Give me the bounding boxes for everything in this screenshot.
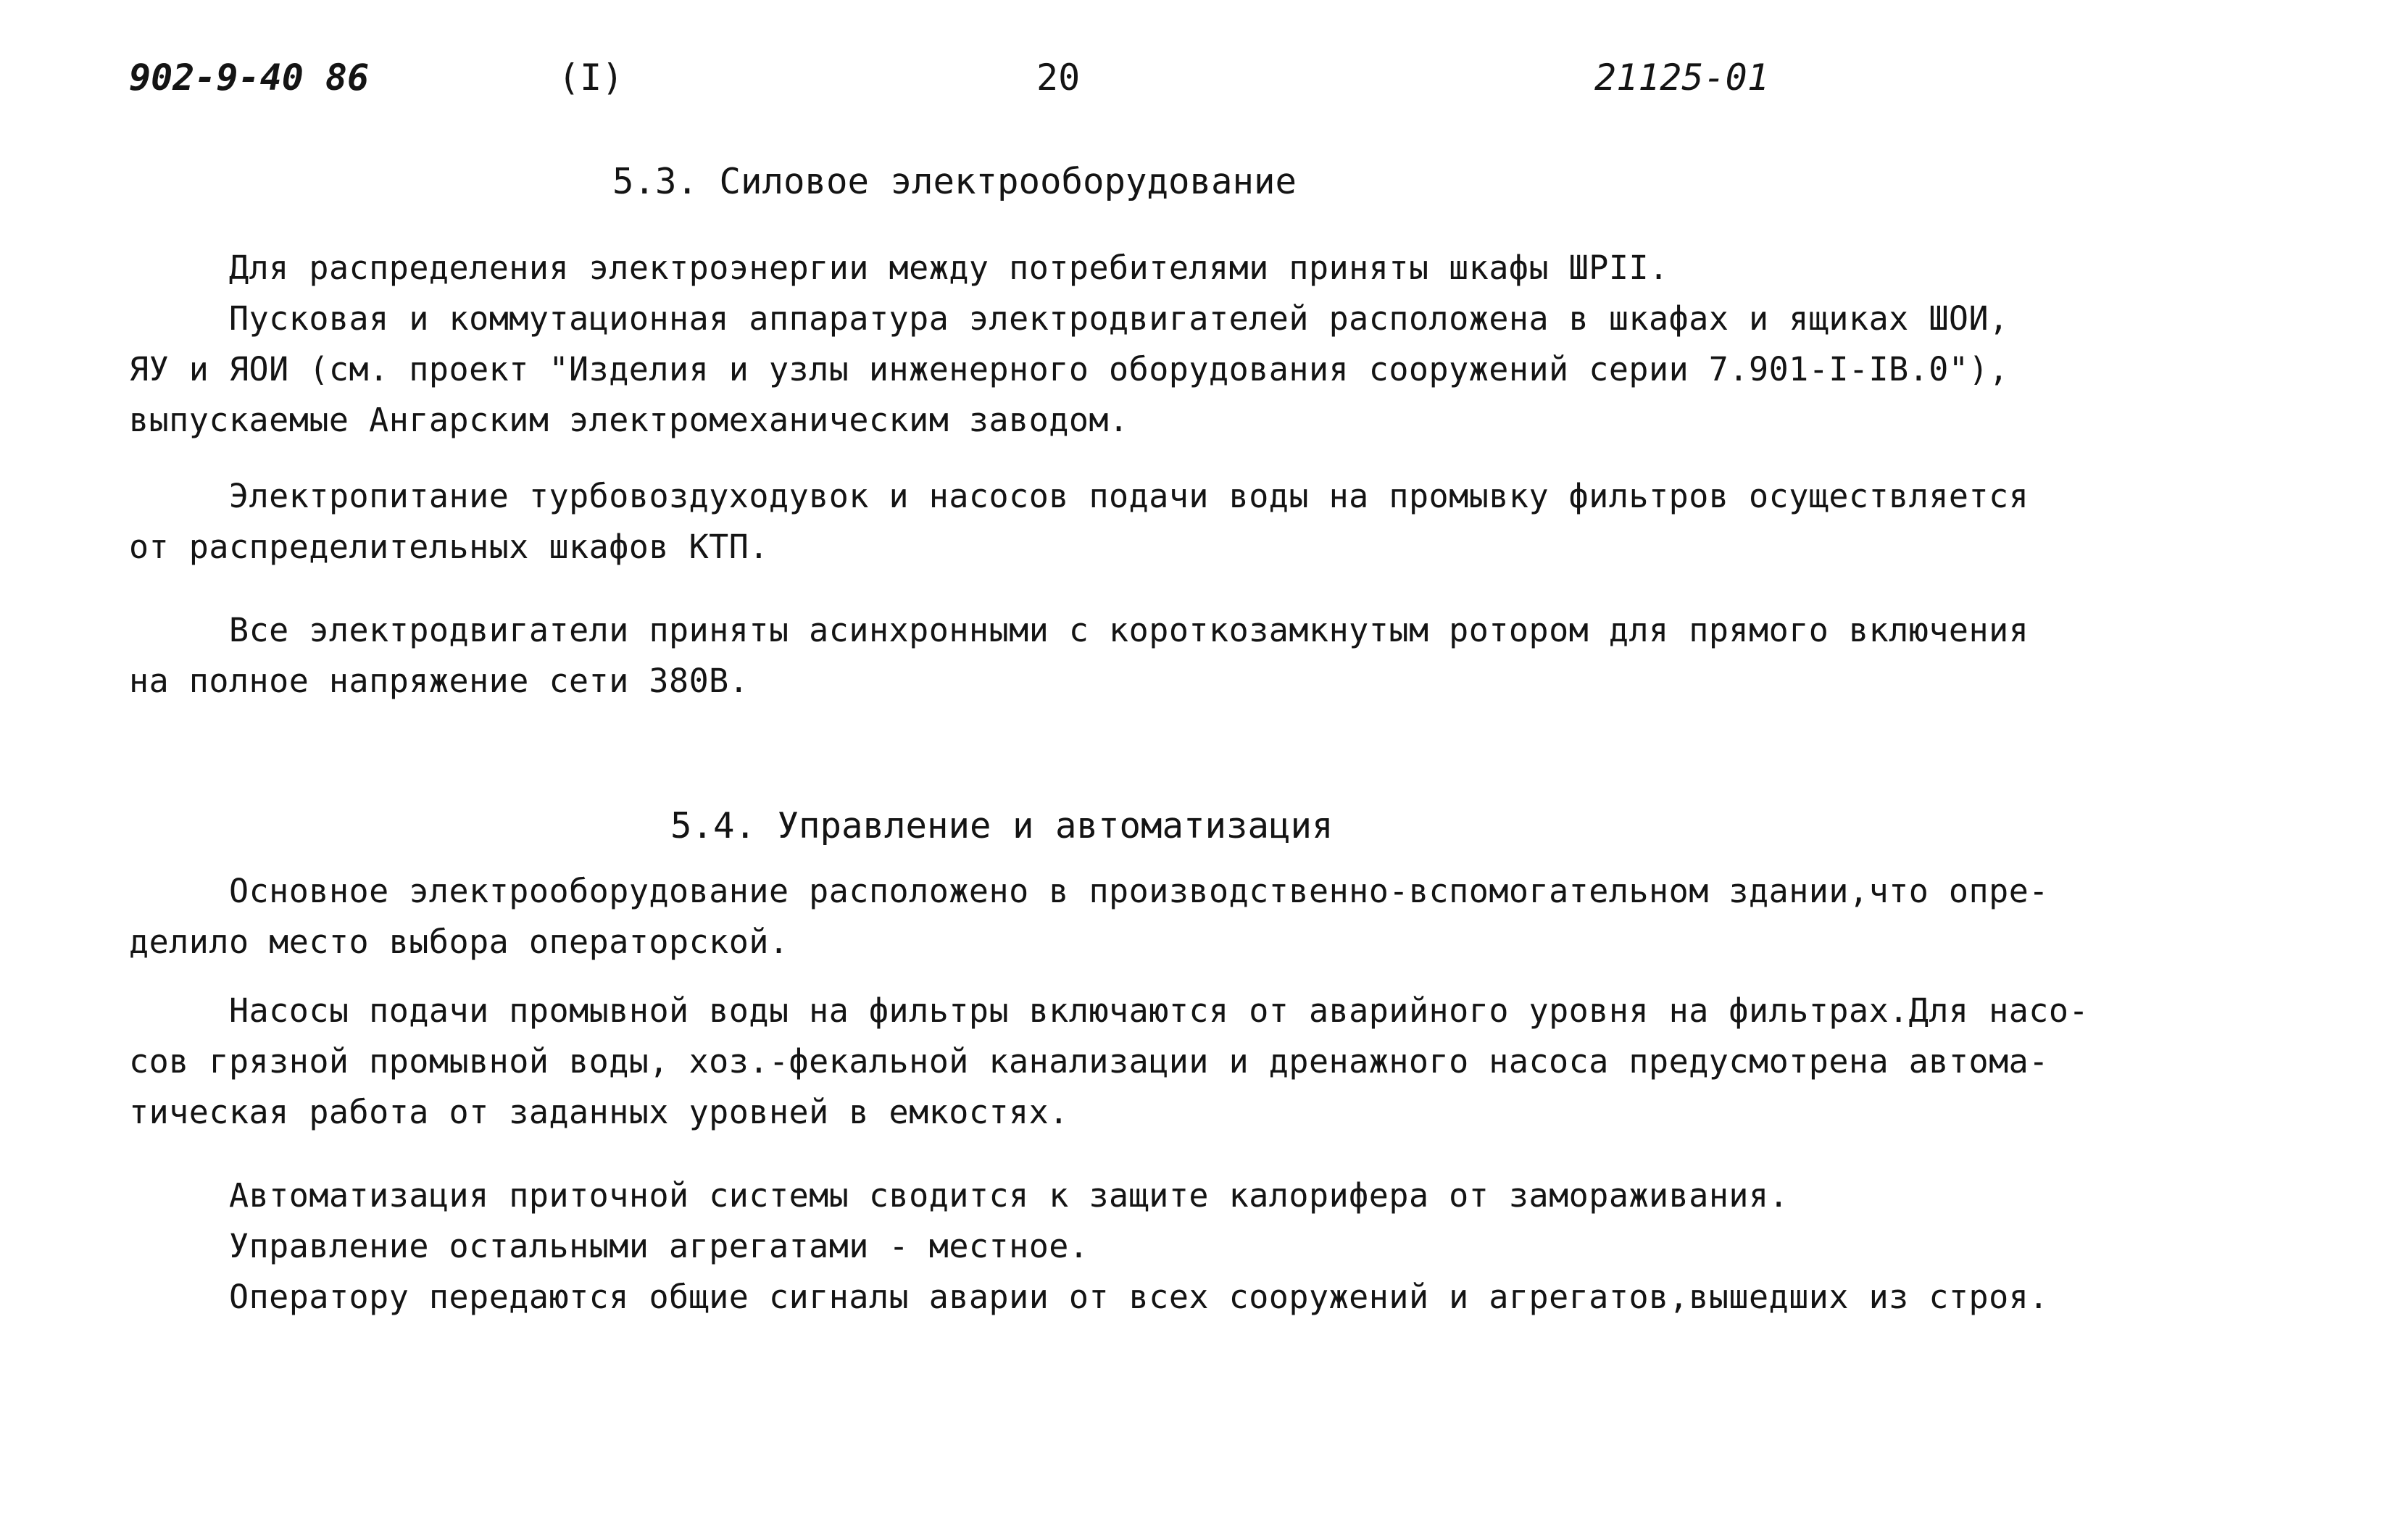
part-number: (I) [558,57,624,99]
text-line: Основное электрооборудование расположено в производственно-вспомогательном здании,что опре- [229,872,2049,910]
section-5-3-title: 5.3. Силовое электрооборудование [612,161,1297,202]
text-line: выпускаемые Ангарским электромеханическим заводом. [129,401,1129,439]
text-line: Оператору передаются общие сигналы аварии от всех сооружений и агрегатов,вышедших из строя. [229,1278,2049,1316]
text-line: Электропитание турбовоздуходувок и насосов подачи воды на промывку фильтров осуществляется [229,477,2029,515]
text-line: делило место выбора операторской. [129,923,789,961]
section-5-3-paragraph-1 [129,243,2144,446]
text-line: Все электродвигатели приняты асинхронными с короткозамкнутым ротором для прямого включения [229,611,2029,649]
text-line: Насосы подачи промывной воды на фильтры включаются от аварийного уровня на фильтрах.Для насо- [229,991,2089,1030]
text-line: ЯУ и ЯОИ (см. проект "Изделия и узлы инженерного оборудования сооружений серии 7.901-I-IB.0"), [129,350,2009,388]
section-5-4-paragraph-2 [129,986,2144,1138]
text-line: Автоматизация приточной системы сводится к защите калорифера от замораживания. [229,1176,1789,1215]
section-5-4-paragraph-1 [129,866,2144,967]
section-5-3-paragraph-2 [129,471,2144,573]
text-line: от распределительных шкафов КТП. [129,528,769,566]
text-line: Управление остальными агрегатами - местное. [229,1227,1089,1265]
text-line: тическая работа от заданных уровней в емкостях. [129,1093,1069,1131]
section-5-3-paragraph-3 [129,605,2144,707]
text-line: Пусковая и коммутационная аппаратура электродвигателей расположена в шкафах и ящиках ШОИ, [229,299,2009,338]
text-line: сов грязной промывной воды, хоз.-фекальной канализации и дренажного насоса предусмотрена автома- [129,1042,2049,1081]
document-number: 21125-01 [1594,57,1769,99]
section-5-4-title: 5.4. Управление и автоматизация [670,805,1334,846]
text-line: Для распределения электроэнергии между потребителями приняты шкафы ШРII. [229,249,1669,287]
section-5-4-paragraph-3 [129,1170,2144,1323]
text-line: на полное напряжение сети 380В. [129,662,749,700]
page-number: 20 [1036,57,1081,99]
document-code: 902-9-40 86 [129,57,370,99]
